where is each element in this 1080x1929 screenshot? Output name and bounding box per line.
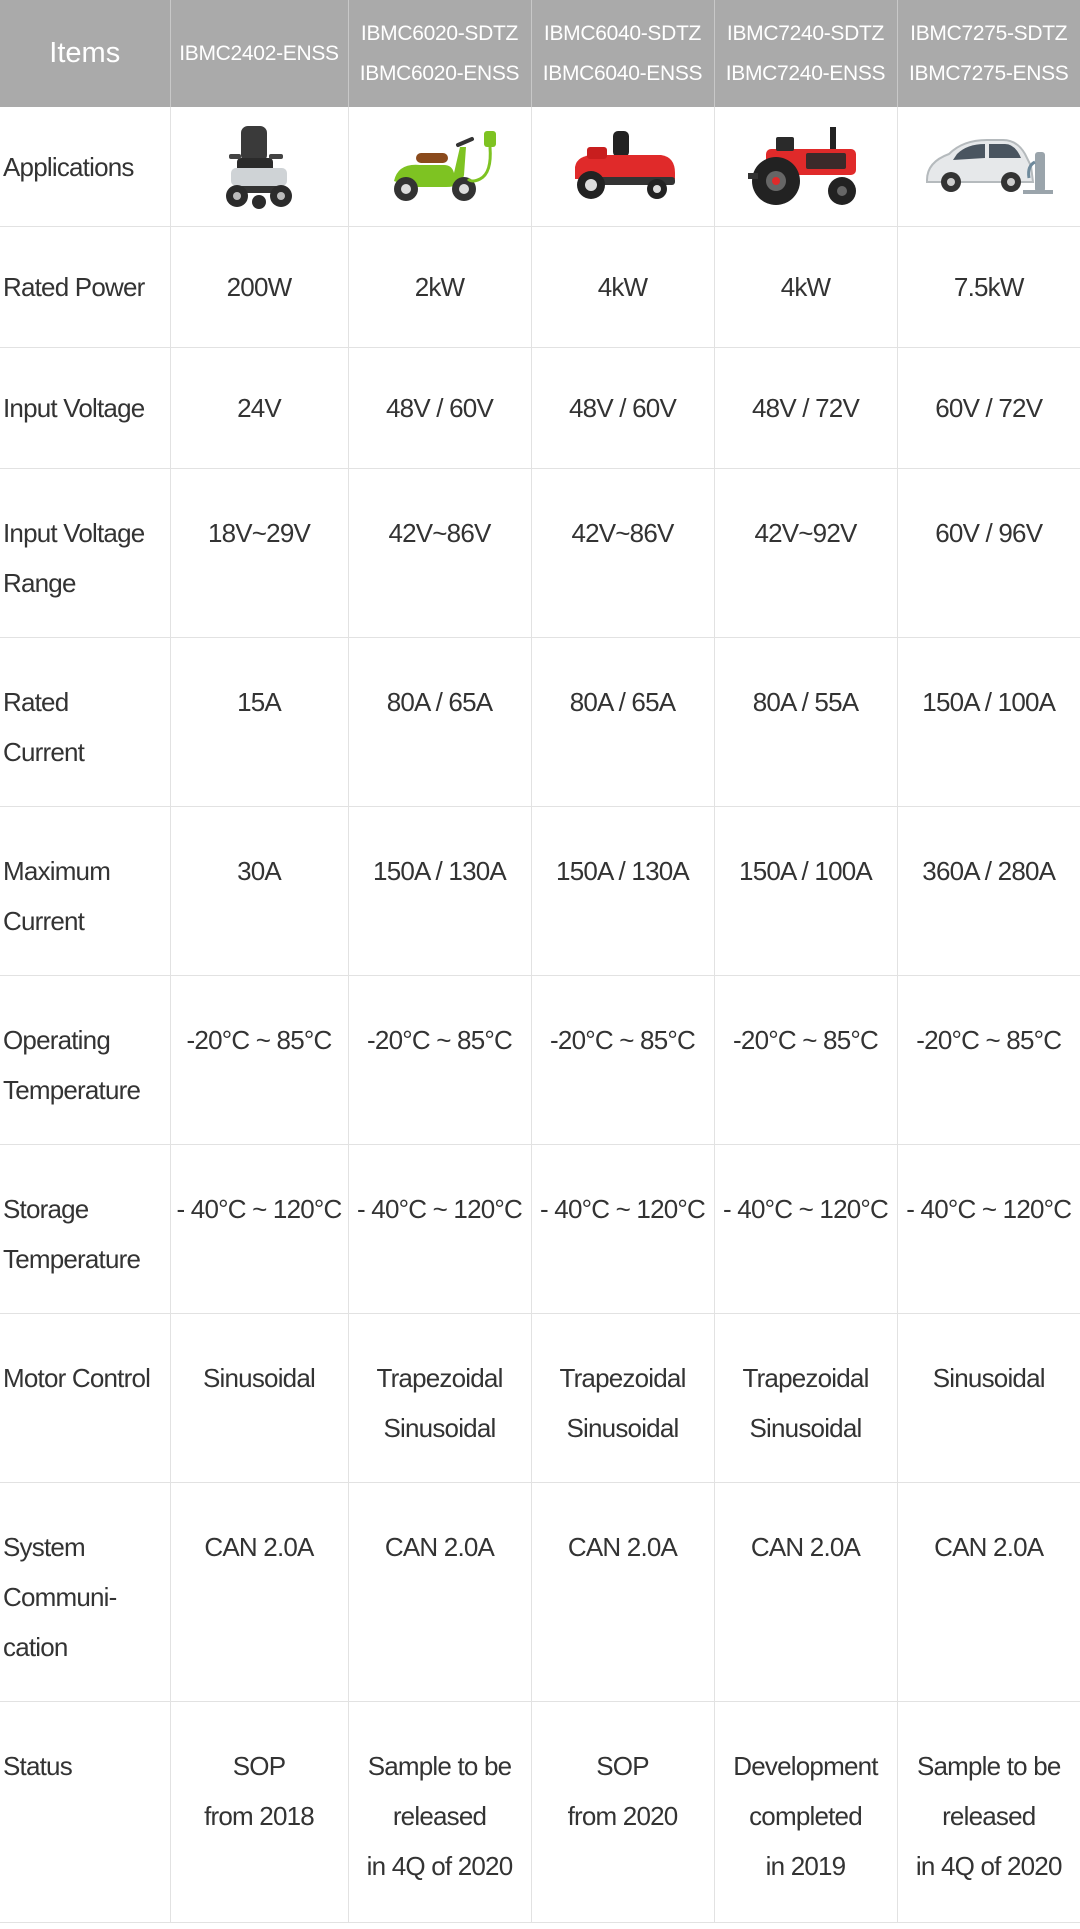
model-name: IBMC6040-ENSS xyxy=(542,61,703,85)
label-line: Communi- xyxy=(3,1582,117,1612)
value-cell: -20°C ~ 85°C xyxy=(348,976,531,1145)
value-cell: 42V~86V xyxy=(531,469,714,638)
model-name: IBMC6020-SDTZ xyxy=(360,21,519,45)
label-line: Rated xyxy=(3,687,69,717)
application-cell xyxy=(170,107,348,227)
value-line: in 4Q of 2020 xyxy=(366,1851,513,1881)
row-label: Motor Control xyxy=(0,1314,170,1483)
label-line: Storage xyxy=(3,1194,89,1224)
lawn-mower-icon xyxy=(565,127,681,207)
label-line: Current xyxy=(3,906,85,936)
operating-temperature-row xyxy=(0,976,1080,1145)
value-cell: 80A / 65A xyxy=(531,638,714,807)
value-line: SOP xyxy=(596,1751,649,1781)
value-cell xyxy=(348,1702,531,1923)
value-cell: 150A / 130A xyxy=(348,807,531,976)
value-line: Development xyxy=(733,1751,878,1781)
items-header: Items xyxy=(0,0,170,107)
value-cell xyxy=(170,1702,348,1923)
value-line: Sinusoidal xyxy=(203,1363,315,1393)
label-line: Maximum xyxy=(3,856,111,886)
value-line: in 2019 xyxy=(765,1851,846,1881)
value-cell: 48V / 60V xyxy=(348,348,531,469)
tractor-icon xyxy=(746,125,866,209)
row-label xyxy=(0,638,170,807)
storage-temperature-row xyxy=(0,1145,1080,1314)
application-cell xyxy=(714,107,897,227)
model-header-1 xyxy=(170,0,348,107)
label-line: cation xyxy=(3,1632,68,1662)
value-line: Sinusoidal xyxy=(383,1413,496,1443)
label-line: Current xyxy=(3,737,85,767)
electric-car-icon xyxy=(923,132,1055,202)
model-header-5 xyxy=(897,0,1080,107)
value-cell: 24V xyxy=(170,348,348,469)
input-voltage-range-row xyxy=(0,469,1080,638)
input-voltage-row xyxy=(0,348,1080,469)
value-cell: -20°C ~ 85°C xyxy=(897,976,1080,1145)
value-line: Trapezoidal xyxy=(742,1363,869,1393)
value-cell: 4kW xyxy=(714,227,897,348)
label-line: Range xyxy=(3,568,76,598)
value-cell: 150A / 100A xyxy=(897,638,1080,807)
value-line: SOP xyxy=(232,1751,286,1781)
value-cell xyxy=(897,1702,1080,1923)
model-header-2 xyxy=(348,0,531,107)
value-cell: - 40°C ~ 120°C xyxy=(170,1145,348,1314)
application-cell xyxy=(897,107,1080,227)
value-cell: - 40°C ~ 120°C xyxy=(348,1145,531,1314)
system-communication-row xyxy=(0,1483,1080,1702)
row-label xyxy=(0,1145,170,1314)
row-label: Applications xyxy=(0,107,170,227)
model-name: IBMC6020-ENSS xyxy=(359,61,520,85)
value-cell: 150A / 100A xyxy=(714,807,897,976)
value-cell: -20°C ~ 85°C xyxy=(170,976,348,1145)
value-line: Sinusoidal xyxy=(749,1413,862,1443)
motor-control-row xyxy=(0,1314,1080,1483)
value-line: Trapezoidal xyxy=(376,1363,503,1393)
model-name: IBMC7240-SDTZ xyxy=(726,21,885,45)
rated-current-row xyxy=(0,638,1080,807)
value-line: Trapezoidal xyxy=(559,1363,686,1393)
value-cell: CAN 2.0A xyxy=(897,1483,1080,1702)
value-cell xyxy=(531,1702,714,1923)
label-line: Temperature xyxy=(3,1075,141,1105)
value-line: in 4Q of 2020 xyxy=(915,1851,1062,1881)
value-cell: 30A xyxy=(170,807,348,976)
model-header-3 xyxy=(531,0,714,107)
row-label xyxy=(0,469,170,638)
model-name: IBMC7275-SDTZ xyxy=(910,21,1068,45)
value-cell: 48V / 72V xyxy=(714,348,897,469)
value-cell: 2kW xyxy=(348,227,531,348)
value-cell xyxy=(170,1314,348,1483)
applications-row xyxy=(0,107,1080,227)
row-label: Input Voltage xyxy=(0,348,170,469)
value-cell: 360A / 280A xyxy=(897,807,1080,976)
label-line: Temperature xyxy=(3,1244,141,1274)
model-name: IBMC2402-ENSS xyxy=(179,41,339,65)
value-line: Sinusoidal xyxy=(932,1363,1045,1393)
value-line: released xyxy=(392,1801,487,1831)
value-cell xyxy=(531,1314,714,1483)
value-cell: 80A / 55A xyxy=(714,638,897,807)
value-cell: 15A xyxy=(170,638,348,807)
value-cell xyxy=(714,1314,897,1483)
value-cell: 4kW xyxy=(531,227,714,348)
value-cell: 48V / 60V xyxy=(531,348,714,469)
row-label xyxy=(0,976,170,1145)
label-line: Input Voltage xyxy=(3,518,145,548)
row-label xyxy=(0,807,170,976)
value-cell: 200W xyxy=(170,227,348,348)
value-cell: 7.5kW xyxy=(897,227,1080,348)
value-cell: 60V / 72V xyxy=(897,348,1080,469)
value-cell: -20°C ~ 85°C xyxy=(531,976,714,1145)
wheelchair-icon xyxy=(219,124,299,210)
value-cell xyxy=(348,1314,531,1483)
value-cell: - 40°C ~ 120°C xyxy=(897,1145,1080,1314)
maximum-current-row xyxy=(0,807,1080,976)
value-cell: - 40°C ~ 120°C xyxy=(714,1145,897,1314)
value-cell: 42V~92V xyxy=(714,469,897,638)
value-cell: CAN 2.0A xyxy=(348,1483,531,1702)
model-name: IBMC6040-SDTZ xyxy=(543,21,702,45)
value-cell: - 40°C ~ 120°C xyxy=(531,1145,714,1314)
value-cell: 60V / 96V xyxy=(897,469,1080,638)
application-cell xyxy=(531,107,714,227)
rated-power-row xyxy=(0,227,1080,348)
value-line: Sinusoidal xyxy=(566,1413,679,1443)
row-label: Status xyxy=(0,1702,170,1923)
model-name: IBMC7275-ENSS xyxy=(909,61,1069,85)
value-line: from 2020 xyxy=(567,1801,678,1831)
row-label: Rated Power xyxy=(0,227,170,348)
value-cell: CAN 2.0A xyxy=(714,1483,897,1702)
value-cell: 80A / 65A xyxy=(348,638,531,807)
value-line: released xyxy=(942,1801,1036,1831)
row-label xyxy=(0,1483,170,1702)
value-cell xyxy=(897,1314,1080,1483)
scooter-icon xyxy=(380,127,500,207)
application-cell xyxy=(348,107,531,227)
value-cell xyxy=(714,1702,897,1923)
value-cell: -20°C ~ 85°C xyxy=(714,976,897,1145)
value-cell: CAN 2.0A xyxy=(531,1483,714,1702)
value-cell: 42V~86V xyxy=(348,469,531,638)
label-line: System xyxy=(3,1532,85,1562)
model-header-4 xyxy=(714,0,897,107)
value-cell: 150A / 130A xyxy=(531,807,714,976)
value-line: completed xyxy=(749,1801,862,1831)
label-line: Operating xyxy=(3,1025,110,1055)
value-line: Sample to be xyxy=(916,1751,1061,1781)
status-row xyxy=(0,1702,1080,1923)
value-cell: 18V~29V xyxy=(170,469,348,638)
value-cell: CAN 2.0A xyxy=(170,1483,348,1702)
model-name: IBMC7240-ENSS xyxy=(725,61,886,85)
value-line: from 2018 xyxy=(204,1801,314,1831)
header-row xyxy=(0,0,1080,107)
value-line: Sample to be xyxy=(367,1751,512,1781)
